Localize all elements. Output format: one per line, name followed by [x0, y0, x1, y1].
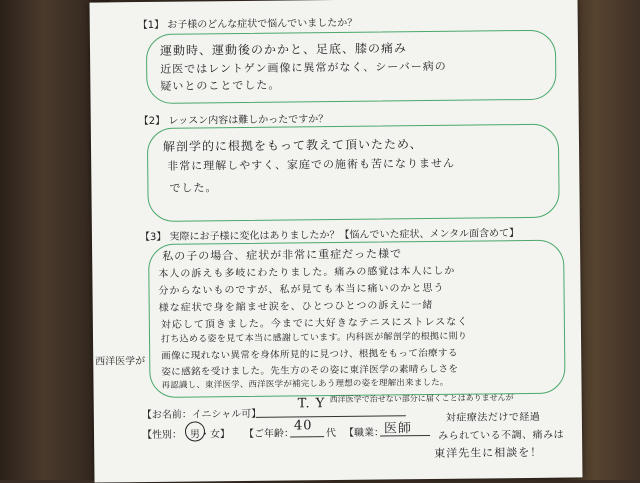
gender-close: 】 — [219, 429, 231, 441]
age-value: 40 — [293, 418, 313, 434]
q1-answer-line-1: 運動時、運動後のかかと、足底、膝の痛み — [159, 41, 408, 58]
gender-selected-circle — [185, 421, 205, 441]
q1-question: 【1】 お子様のどんな症状で悩んでいましたか？ — [137, 17, 358, 32]
q3-margin-note-bottom-2: 対症療法だけで経過 — [445, 411, 541, 424]
q3-answer-line-8: 姿に感銘を受けました。先生方のその姿に東洋医学の素晴らしさを — [161, 363, 459, 378]
name-label: 【お名前：イニシャル可】 — [141, 408, 262, 422]
q3-question: 【3】 実際にお子様に変化はありましたか？【悩んでいた症状、メンタル面含めて】 — [139, 228, 520, 244]
q2-answer-line-1: 解剖学的に根拠をもって教えて頂いたため、 — [162, 137, 423, 154]
job-value: 医師 — [383, 421, 413, 437]
q3-answer-line-7: 画像に現れない異常を身体所見的に見つけ、根拠をもって治療する — [161, 347, 458, 362]
age-label: 【ご年齢： — [243, 428, 295, 440]
q3-answer-line-9: 再認識し、東洋医学、西洋医学が補完しあう理想の姿を理解出来ました。 — [161, 377, 449, 391]
q3-margin-note-bottom-3: みられている不調、痛みは — [438, 429, 565, 442]
q3-margin-note-bottom-4: 東洋先生に相談を！ — [434, 445, 543, 460]
survey-sheet — [90, 0, 583, 483]
q2-answer-line-3: でした。 — [169, 181, 218, 195]
q1-answer-line-3: 疑いとのことでした。 — [160, 78, 281, 93]
q3-answer-line-2: 本人の訴えも多岐にわたりました。痛みの感覚は本人にしか — [158, 265, 456, 280]
job-label: 【職業： — [343, 427, 385, 439]
age-underline — [290, 436, 324, 437]
q1-answer-line-2: 近医ではレントゲン画像に異常がなく、シーバー病の — [160, 59, 447, 76]
age-unit: 代 — [325, 428, 337, 440]
q3-answer-line-3: 分からないものですが、私が見ても本当に痛いのかと思う — [158, 282, 445, 297]
q2-answer-line-2: 非常に理解しやすく、家庭での施術も苦になりません — [167, 156, 456, 173]
job-underline — [380, 435, 430, 437]
q3-answer-line-5: 対応して頂きました。今までに大好きなテニスにストレスなく — [160, 316, 469, 331]
gender-separator: ・ — [199, 429, 211, 441]
gender-label: 【性別： — [141, 429, 183, 442]
q3-answer-line-1: 私の子の場合、症状が非常に重症だった様で — [162, 247, 403, 263]
q2-question: 【2】 レッスン内容は難しかったですか？ — [138, 114, 329, 128]
q3-margin-note-left: 西洋医学が — [95, 356, 146, 368]
q3-answer-line-6: 打ち込める姿を見て本当に感謝しています。内科医が解剖学的根拠に則り — [160, 331, 468, 345]
gender-male: 男 — [189, 429, 201, 441]
q3-answer-line-4: 様な症状で身を縮ませ涙を、ひとつひとつの訴えに一緒 — [158, 299, 434, 314]
gender-female: 女 — [209, 429, 221, 441]
name-value: T. Y — [297, 396, 326, 412]
q3-margin-note-bottom-1: 西洋医学で治せない部分に届くことはありませんが — [329, 393, 514, 405]
